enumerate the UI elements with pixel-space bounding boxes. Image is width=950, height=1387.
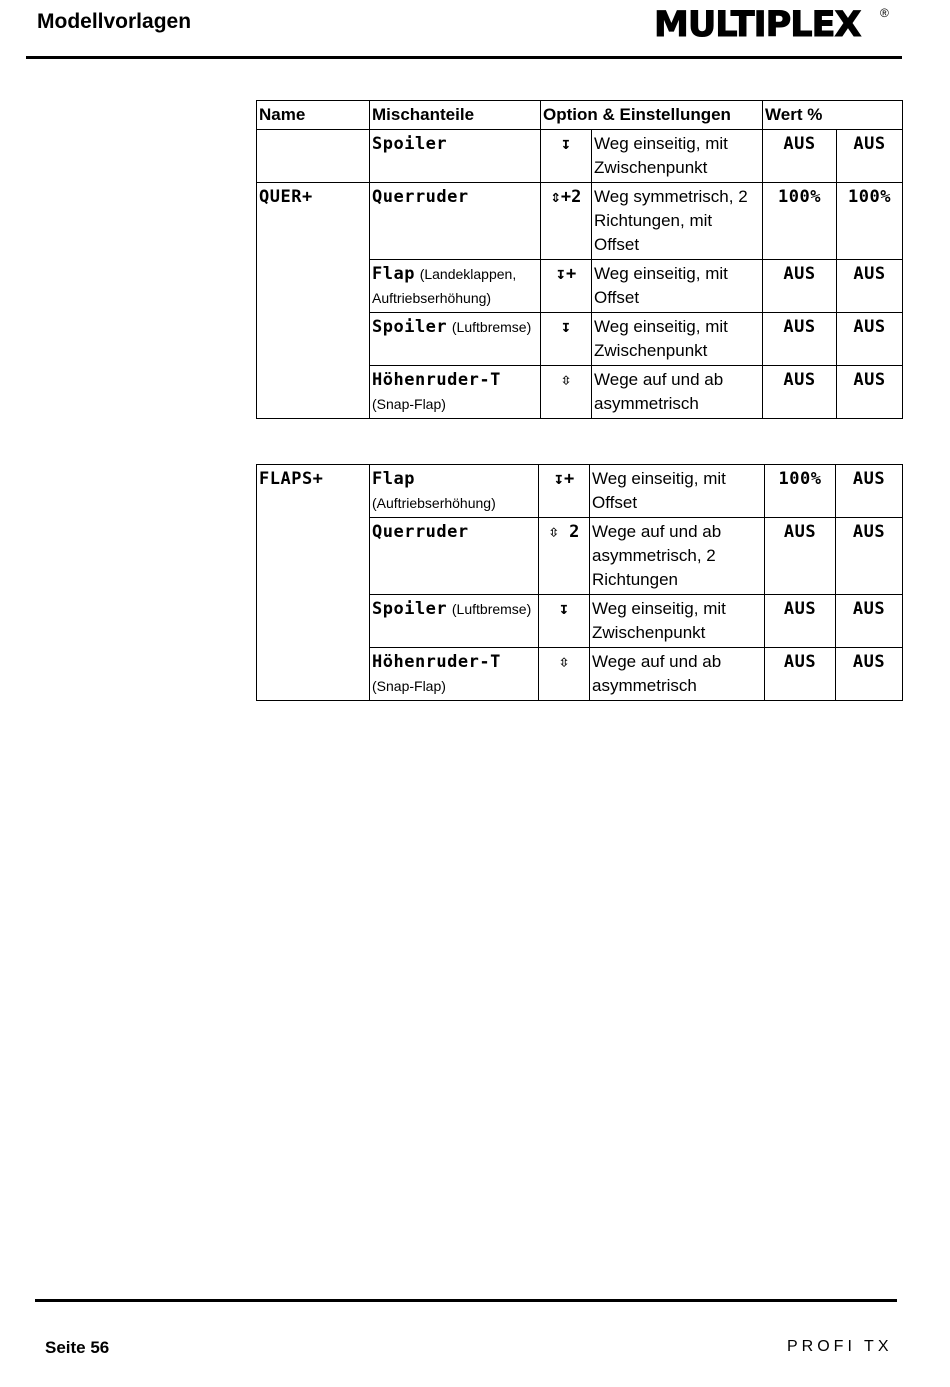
option-text: Weg einseitig, mit Zwischenpunkt bbox=[592, 313, 763, 366]
mix-symbol-icon: ↧ bbox=[541, 313, 592, 366]
mix-note: (Luftbremse) bbox=[451, 601, 532, 617]
value-2: AUS bbox=[837, 313, 903, 366]
mix-table-quer bbox=[256, 100, 903, 419]
page-number: Seite 56 bbox=[45, 1338, 110, 1357]
mix-cell bbox=[370, 595, 539, 648]
mix-label: Flap bbox=[372, 469, 415, 489]
table-row bbox=[257, 130, 903, 183]
option-text: Weg einseitig, mit Zwischenpunkt bbox=[590, 595, 765, 648]
mix-symbol-icon: ↧+ bbox=[539, 465, 590, 518]
value-2: AUS bbox=[836, 518, 903, 595]
value-1: AUS bbox=[763, 130, 837, 183]
table-header-row bbox=[257, 101, 903, 130]
value-1: AUS bbox=[765, 595, 836, 648]
col-header-option: Option & Einstellungen bbox=[541, 101, 763, 130]
logo-text: MULTIPLEX bbox=[654, 5, 861, 45]
mix-label: Querruder bbox=[372, 187, 469, 207]
mix-cell bbox=[370, 648, 539, 701]
product-name: PROFI TX bbox=[787, 1338, 893, 1355]
registered-mark: ® bbox=[880, 6, 889, 20]
value-2: AUS bbox=[837, 366, 903, 419]
mixer-name: QUER+ bbox=[257, 183, 370, 419]
mix-note: (Auftriebserhöhung) bbox=[372, 495, 496, 511]
mix-label: Spoiler bbox=[372, 317, 448, 337]
value-1: AUS bbox=[765, 648, 836, 701]
mix-label: Spoiler bbox=[372, 599, 448, 619]
value-2: AUS bbox=[836, 595, 903, 648]
mix-cell bbox=[370, 260, 541, 313]
value-1: 100% bbox=[765, 465, 836, 518]
mix-symbol-icon: ⇳ bbox=[539, 648, 590, 701]
option-text: Wege auf und ab asymmetrisch bbox=[592, 366, 763, 419]
mix-label: Höhenruder-T bbox=[372, 652, 501, 672]
value-2: AUS bbox=[836, 648, 903, 701]
mix-symbol-icon: ⇳ 2 bbox=[539, 518, 590, 595]
table-row bbox=[257, 465, 903, 518]
mix-cell bbox=[370, 366, 541, 419]
value-2: AUS bbox=[837, 130, 903, 183]
mix-symbol-icon: ↧+ bbox=[541, 260, 592, 313]
mix-label: Flap bbox=[372, 264, 415, 284]
col-header-name: Name bbox=[257, 101, 370, 130]
mix-cell bbox=[370, 518, 539, 595]
mix-note: (Snap-Flap) bbox=[372, 396, 446, 412]
mix-note: (Luftbremse) bbox=[451, 319, 532, 335]
value-2: AUS bbox=[837, 260, 903, 313]
option-text: Wege auf und ab asymmetrisch bbox=[590, 648, 765, 701]
value-1: AUS bbox=[763, 260, 837, 313]
mix-symbol-icon: ↧ bbox=[541, 130, 592, 183]
mix-symbol-icon: ⇳ bbox=[541, 366, 592, 419]
mix-label: Spoiler bbox=[372, 134, 448, 154]
mix-label: Höhenruder-T bbox=[372, 370, 501, 390]
mix-cell bbox=[370, 130, 541, 183]
multiplex-logo bbox=[654, 6, 894, 46]
mix-cell bbox=[370, 183, 541, 260]
mix-symbol-icon: ↧ bbox=[539, 595, 590, 648]
mixer-name bbox=[257, 130, 370, 183]
mix-label: Querruder bbox=[372, 522, 469, 542]
value-2: 100% bbox=[837, 183, 903, 260]
option-text: Weg einseitig, mit Offset bbox=[592, 260, 763, 313]
option-text: Weg einseitig, mit Offset bbox=[590, 465, 765, 518]
mix-note: (Landeklappen, Auftriebserhöhung) bbox=[372, 266, 517, 306]
option-text: Wege auf und ab asymmetrisch, 2 Richtungen bbox=[590, 518, 765, 595]
value-1: AUS bbox=[763, 313, 837, 366]
header-divider bbox=[26, 56, 902, 59]
col-header-mix: Mischanteile bbox=[370, 101, 541, 130]
mix-cell bbox=[370, 465, 539, 518]
option-text: Weg einseitig, mit Zwischenpunkt bbox=[592, 130, 763, 183]
value-1: AUS bbox=[763, 366, 837, 419]
mixer-name: FLAPS+ bbox=[257, 465, 370, 701]
table-row bbox=[257, 183, 903, 260]
page-title: Modellvorlagen bbox=[37, 10, 192, 33]
mix-symbol-icon: ⇕+2 bbox=[541, 183, 592, 260]
value-1: AUS bbox=[765, 518, 836, 595]
footer-divider bbox=[35, 1299, 897, 1302]
mix-table-flaps bbox=[256, 464, 903, 701]
mix-cell bbox=[370, 313, 541, 366]
mix-note: (Snap-Flap) bbox=[372, 678, 446, 694]
value-2: AUS bbox=[836, 465, 903, 518]
option-text: Weg symmetrisch, 2 Richtungen, mit Offset bbox=[592, 183, 763, 260]
value-1: 100% bbox=[763, 183, 837, 260]
col-header-value: Wert % bbox=[763, 101, 903, 130]
